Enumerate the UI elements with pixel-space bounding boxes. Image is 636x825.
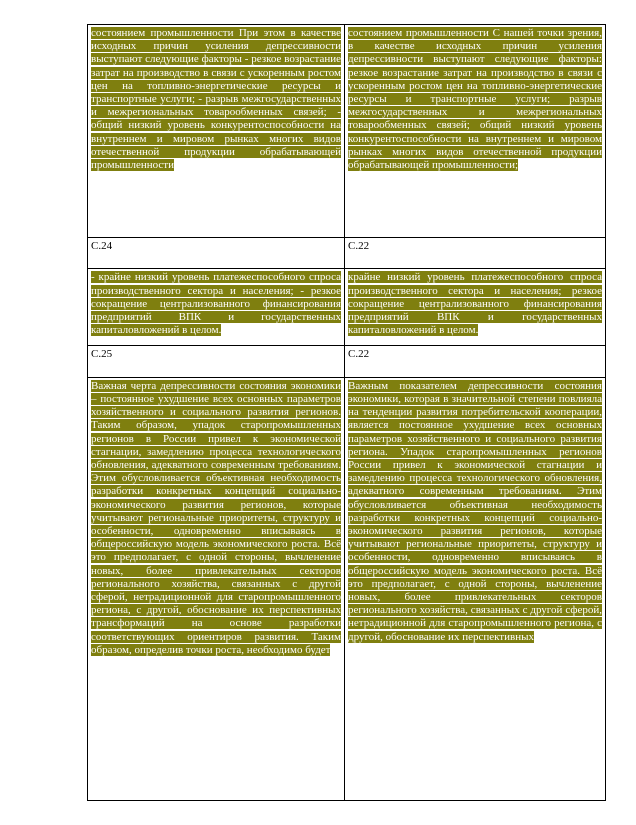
table-row: [88, 25, 606, 238]
right-page-ref: С.22: [345, 346, 606, 377]
left-cell: [88, 377, 345, 800]
right-cell: [345, 269, 606, 346]
right-text: крайне низкий уровень платежеспособного спроса производственного сектора и населения; резкое сокращение централизованного финансирования предприятий ВПК и государственных капиталовложений в целом.: [348, 271, 602, 337]
left-text: состоянием промышленности При этом в качестве исходных причин усиления депрессивности выступают следующие факторы - резкое возрастание затрат на производство в связи с ускоренным ростом цен на топливно-энергетические ресурсы и транспортные услуги; - разрыв межгосударственных и межрегиональных товарообменных связей; - общий низкий уровень конкурентоспособности на внутреннем и мировом рынках многих видов отечественной продукции обрабатывающей промышленности: [91, 27, 341, 172]
left-text: - крайне низкий уровень платежеспособного спроса производственного сектора и населения; - резкое сокращение централизованного финансирования предприятий ВПК и государственных капиталовложений в целом.: [91, 271, 341, 337]
page-ref-row: [88, 238, 606, 269]
right-cell: [345, 377, 606, 800]
right-page-ref: С.22: [345, 238, 606, 269]
left-cell: [88, 25, 345, 238]
right-text: Важным показателем депрессивности состояния экономики, которая в значительной степени повлияла на тенденции развития потребительской кооперации, является постоянное ухудшение всех основных параметров хозяйственного и социального развития региона. Упадок старопромышленных регионов России привел к экономической стагнации и замедлению процесса технологического обновления, адекватного современным требованиям. Этим обусловливается объективная необходимость разработки конкретных концепций социально-экономического развития регионов, которые учитывают региональные приоритеты, структуру и особенности, одновременно вписываясь в общероссийскую модель экономического роста. Всё это предполагает, с одной стороны, вычленение новых, более привлекательных секторов регионального хозяйства, связанных с другой сферой, нетрадиционной для старопромышленного региона, с другой, обоснование их перспективных: [348, 379, 602, 643]
table-row: [88, 269, 606, 346]
left-cell: [88, 269, 345, 346]
left-page-ref: С.24: [88, 238, 345, 269]
left-text: Важная черта депрессивности состояния экономики – постоянное ухудшение всех основных параметров хозяйственного и социального развития регионов. Таким образом, упадок старопромышленных регионов в России привел к экономической стагнации, замедлению процесса технологического обновления, адекватного современным требованиям. Этим обусловливается объективная необходимость разработки конкретных концепций социально-экономического развития регионов, которые учитывают региональные приоритеты, структуру и особенности, одновременно вписываясь в общероссийскую модель экономического роста. Всё это предполагает, с одной стороны, вычленение новых, более привлекательных секторов регионального хозяйства, связанных с другой сферой, нетрадиционной для старопромышленного региона, с другой, обоснование их перспективных трансформаций на основе разработки соответствующих ориентиров развития. Таким образом, определив точки роста, необходимо будет: [91, 379, 341, 656]
page-ref-row: [88, 346, 606, 377]
right-text: состоянием промышленности С нашей точки зрения, в качестве исходных причин усиления депрессивности выступают следующие факторы: резкое возрастание затрат на производство в связи с ускоренным ростом цен на топливно-энергетические ресурсы и транспортные услуги; разрыв межгосударственных и межрегиональных товарообменных связей; общий низкий уровень конкурентоспособности на внутреннем и мировом рынках многих видов отечественной продукции обрабатывающей промышленности;: [348, 27, 602, 172]
table-row: [88, 377, 606, 800]
comparison-table: [87, 24, 606, 801]
left-page-ref: С.25: [88, 346, 345, 377]
right-cell: [345, 25, 606, 238]
